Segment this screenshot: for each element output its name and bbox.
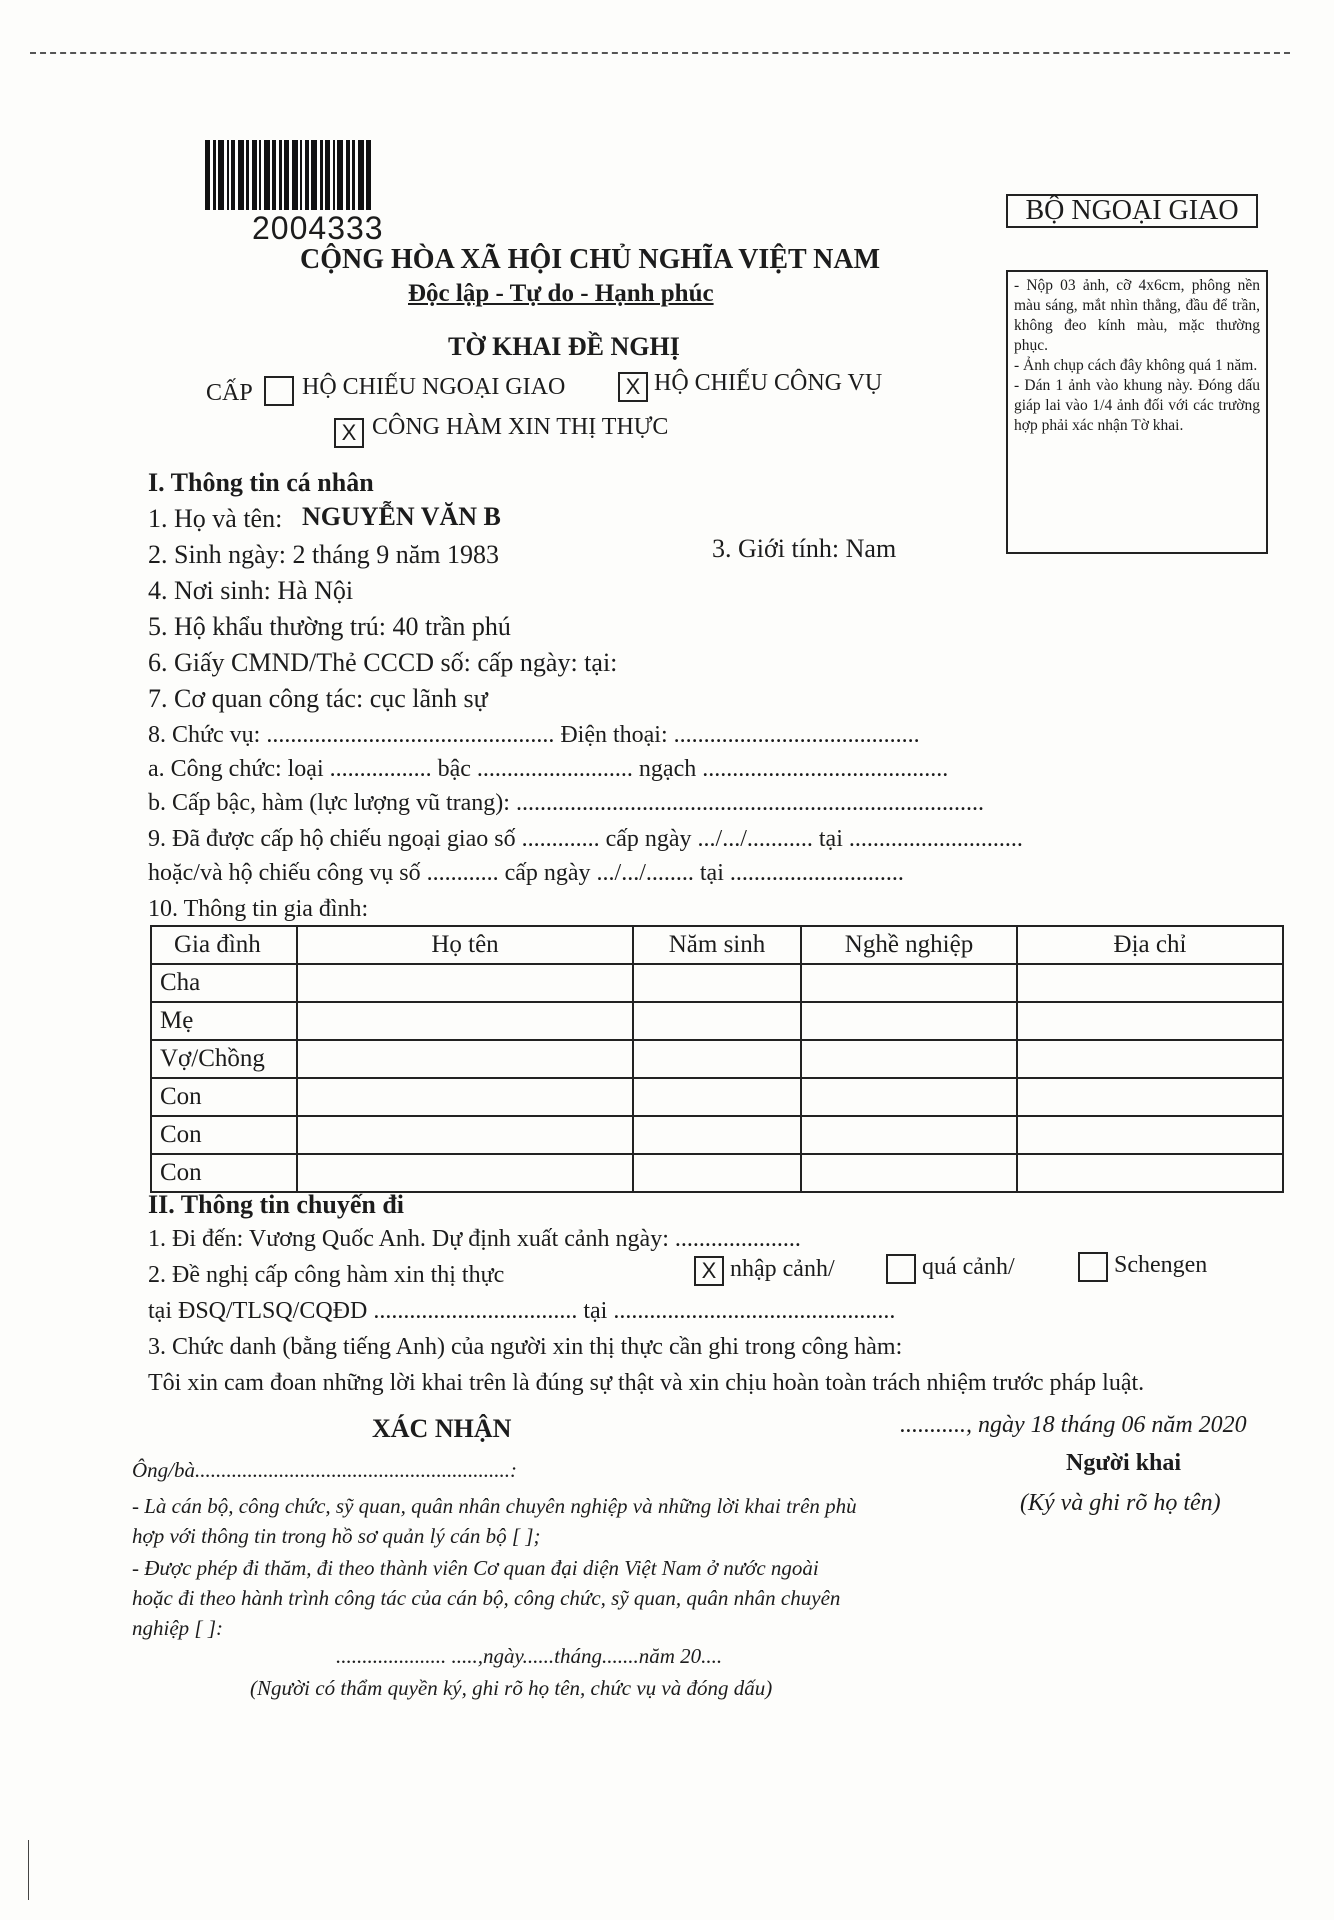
occupation-cell[interactable] — [801, 964, 1017, 1002]
ministry-label: BỘ NGOẠI GIAO — [1006, 194, 1258, 228]
gender: 3. Giới tính: Nam — [712, 534, 897, 563]
header-address: Địa chỉ — [1017, 926, 1283, 964]
country-title: CỘNG HÒA XÃ HỘI CHỦ NGHĨA VIỆT NAM — [300, 244, 881, 275]
family-table-header — [151, 926, 1283, 964]
checkbox-diplomatic-passport[interactable] — [264, 376, 294, 406]
barcode-number: 2004333 — [252, 210, 384, 246]
confirmer-name: Ông/bà............................................................: — [132, 1458, 517, 1482]
birth-year-cell[interactable] — [633, 1040, 801, 1078]
section1-heading: I. Thông tin cá nhân — [148, 468, 374, 497]
family-info-label: 10. Thông tin gia đình: — [148, 896, 369, 922]
checkbox-transit[interactable] — [886, 1254, 916, 1284]
form-title: TỜ KHAI ĐỀ NGHỊ — [448, 332, 680, 361]
confirmation-heading: XÁC NHẬN — [372, 1414, 512, 1443]
barcode — [205, 140, 423, 210]
relation-cell: Mẹ — [151, 1002, 297, 1040]
checkbox-entry[interactable]: X — [694, 1256, 724, 1286]
checkbox-visa-note[interactable]: X — [334, 418, 364, 448]
civil-servant-rank: a. Công chức: loại ................. bậc .......................... ngạch ......................................... — [148, 756, 949, 782]
name-cell[interactable] — [297, 1078, 633, 1116]
note-2a: - Được phép đi thăm, đi theo thành viên Cơ quan đại diện Việt Nam ở nước ngoài — [132, 1556, 819, 1580]
name-cell[interactable] — [297, 1154, 633, 1192]
address-cell[interactable] — [1017, 1154, 1283, 1192]
occupation-cell[interactable] — [801, 1040, 1017, 1078]
scan-top-line — [30, 52, 1290, 54]
scan-edge-mark — [28, 1840, 29, 1900]
photo-note-1: - Nộp 03 ảnh, cỡ 4x6cm, phông nền màu sáng, mắt nhìn thẳng, đầu để trần, không đeo kính màu, mặc thường phục. — [1014, 277, 1260, 354]
option-official-passport: HỘ CHIẾU CÔNG VỤ — [654, 370, 883, 396]
family-table — [150, 925, 1284, 1193]
note-1b: hợp với thông tin trong hồ sơ quản lý cán bộ [ ]; — [132, 1524, 541, 1548]
name-cell[interactable] — [297, 1116, 633, 1154]
cap-label: CẤP — [206, 380, 253, 406]
checkbox-official-passport[interactable]: X — [618, 372, 648, 402]
option-schengen: Schengen — [1114, 1252, 1208, 1278]
destination: 1. Đi đến: Vương Quốc Anh. Dự định xuất cảnh ngày: ..................... — [148, 1226, 801, 1252]
birth-year-cell[interactable] — [633, 1154, 801, 1192]
note-2c: nghiệp [ ]: — [132, 1616, 223, 1640]
signature-note: (Ký và ghi rõ họ tên) — [1020, 1490, 1221, 1516]
name-cell[interactable] — [297, 964, 633, 1002]
armed-forces-rank: b. Cấp bậc, hàm (lực lượng vũ trang): .............................................................................. — [148, 790, 984, 816]
occupation-cell[interactable] — [801, 1002, 1017, 1040]
table-row — [151, 1002, 1283, 1040]
relation-cell: Con — [151, 1154, 297, 1192]
table-row — [151, 1078, 1283, 1116]
diplomatic-passport-issued: 9. Đã được cấp hộ chiếu ngoại giao số ............. cấp ngày .../.../........... tại ............................. — [148, 826, 1023, 852]
address-cell[interactable] — [1017, 1116, 1283, 1154]
occupation-cell[interactable] — [801, 1078, 1017, 1116]
official-passport-issued: hoặc/và hộ chiếu công vụ số ............ cấp ngày .../.../........ tại ............................. — [148, 860, 904, 886]
table-row — [151, 1116, 1283, 1154]
visa-note-request: 2. Đề nghị cấp công hàm xin thị thực — [148, 1262, 505, 1288]
table-row — [151, 1154, 1283, 1192]
relation-cell: Cha — [151, 964, 297, 1002]
address-cell[interactable] — [1017, 964, 1283, 1002]
header-full-name: Họ tên — [297, 926, 633, 964]
declarant-label: Người khai — [1066, 1450, 1182, 1476]
occupation-cell[interactable] — [801, 1154, 1017, 1192]
english-title: 3. Chức danh (bằng tiếng Anh) của người xin thị thực cần ghi trong công hàm: — [148, 1334, 903, 1360]
name-value: NGUYỄN VĂN B — [302, 502, 501, 531]
name-label: 1. Họ và tên: — [148, 504, 283, 533]
id-card: 6. Giấy CMND/Thẻ CCCD số: cấp ngày: tại: — [148, 648, 618, 677]
permanent-residence: 5. Hộ khẩu thường trú: 40 trần phú — [148, 612, 511, 641]
relation-cell: Vợ/Chồng — [151, 1040, 297, 1078]
address-cell[interactable] — [1017, 1078, 1283, 1116]
relation-cell: Con — [151, 1116, 297, 1154]
photo-box — [1006, 270, 1268, 554]
birth-date: 2. Sinh ngày: 2 tháng 9 năm 1983 — [148, 540, 499, 569]
authority-note: (Người có thẩm quyền ký, ghi rõ họ tên, chức vụ và đóng dấu) — [250, 1676, 773, 1700]
option-visa-note: CÔNG HÀM XIN THỊ THỰC — [372, 414, 669, 440]
photo-note-3: - Dán 1 ảnh vào khung này. Đóng dấu giáp lai vào 1/4 ảnh đối với các trường hợp phải xác nhận Tờ khai. — [1014, 377, 1260, 434]
position-phone: 8. Chức vụ: ................................................ Điện thoại: ......................................... — [148, 722, 920, 748]
birth-year-cell[interactable] — [633, 1116, 801, 1154]
occupation-cell[interactable] — [801, 1116, 1017, 1154]
birth-place: 4. Nơi sinh: Hà Nội — [148, 576, 354, 605]
workplace: 7. Cơ quan công tác: cục lãnh sự — [148, 684, 488, 713]
option-transit: quá cảnh/ — [922, 1254, 1015, 1280]
motto: Độc lập - Tự do - Hạnh phúc — [408, 280, 714, 307]
option-entry: nhập cảnh/ — [730, 1256, 835, 1282]
header-occupation: Nghề nghiệp — [801, 926, 1017, 964]
option-diplomatic-passport: HỘ CHIẾU NGOẠI GIAO — [302, 374, 566, 400]
photo-note-2: - Ảnh chụp cách đây không quá 1 năm. — [1014, 357, 1258, 374]
declaration: Tôi xin cam đoan những lời khai trên là đúng sự thật và xin chịu hoàn toàn trách nhiệm trước pháp luật. — [148, 1370, 1145, 1396]
section2-heading: II. Thông tin chuyến đi — [148, 1190, 405, 1219]
address-cell[interactable] — [1017, 1040, 1283, 1078]
birth-year-cell[interactable] — [633, 1078, 801, 1116]
table-row — [151, 964, 1283, 1002]
birth-year-cell[interactable] — [633, 964, 801, 1002]
header-birth-year: Năm sinh — [633, 926, 801, 964]
header-family: Gia đình — [151, 926, 297, 964]
checkbox-schengen[interactable] — [1078, 1252, 1108, 1282]
name-cell[interactable] — [297, 1002, 633, 1040]
embassy-location: tại ĐSQ/TLSQ/CQĐD .................................. tại ............................................... — [148, 1298, 896, 1324]
address-cell[interactable] — [1017, 1002, 1283, 1040]
note-2b: hoặc đi theo hành trình công tác của cán bộ, công chức, sỹ quan, quân nhân chuyên — [132, 1586, 841, 1610]
table-row — [151, 1040, 1283, 1078]
relation-cell: Con — [151, 1078, 297, 1116]
note-1a: - Là cán bộ, công chức, sỹ quan, quân nhân chuyên nghiệp và những lời khai trên phù — [132, 1494, 857, 1518]
name-cell[interactable] — [297, 1040, 633, 1078]
authority-date: ..................... .....,ngày......tháng.......năm 20.... — [336, 1644, 723, 1668]
birth-year-cell[interactable] — [633, 1002, 801, 1040]
declaration-date: ..........., ngày 18 tháng 06 năm 2020 — [900, 1412, 1247, 1438]
